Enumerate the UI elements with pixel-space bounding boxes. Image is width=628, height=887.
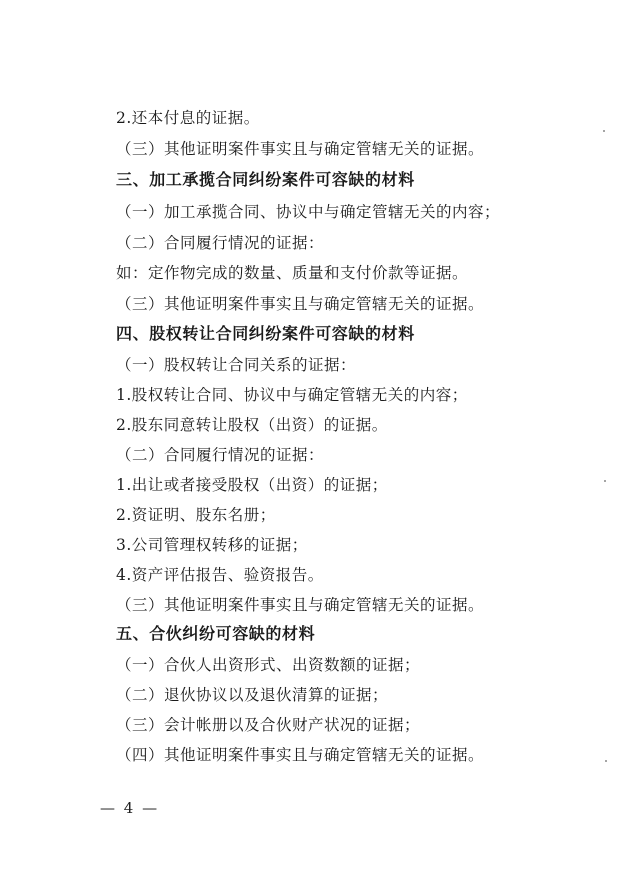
text-line: 2.还本付息的证据。 — [116, 109, 260, 127]
section-heading: 三、加工承揽合同纠纷案件可容缺的材料 — [116, 170, 415, 189]
section-heading: 五、合伙纠纷可容缺的材料 — [116, 624, 316, 643]
text-line: （一）合伙人出资形式、出资数额的证据； — [116, 656, 421, 674]
scan-speck — [605, 760, 607, 762]
text-line: （四）其他证明案件事实且与确定管辖无关的证据。 — [116, 746, 485, 764]
text-line: （二）合同履行情况的证据： — [116, 446, 325, 464]
text-line: 2.资证明、股东名册； — [116, 506, 276, 524]
text-line: （一）加工承揽合同、协议中与确定管辖无关的内容； — [116, 203, 501, 221]
text-line: （三）其他证明案件事实且与确定管辖无关的证据。 — [116, 596, 485, 614]
text-line: （三）其他证明案件事实且与确定管辖无关的证据。 — [116, 140, 485, 158]
scan-speck — [604, 480, 606, 482]
text-line: 3.公司管理权转移的证据； — [116, 536, 308, 554]
scan-speck — [603, 130, 605, 132]
text-line: （三）其他证明案件事实且与确定管辖无关的证据。 — [116, 295, 485, 313]
section-heading: 四、股权转让合同纠纷案件可容缺的材料 — [116, 324, 415, 343]
page-number: — 4 — — [100, 799, 160, 817]
text-line: 1.出让或者接受股权（出资）的证据； — [116, 476, 388, 494]
text-line: 1.股权转让合同、协议中与确定管辖无关的内容； — [116, 386, 468, 404]
text-line: 2.股东同意转让股权（出资）的证据。 — [116, 416, 388, 434]
text-line: 如：定作物完成的数量、质量和支付价款等证据。 — [116, 264, 469, 282]
text-line: （二）合同履行情况的证据： — [116, 234, 325, 252]
text-line: （三）会计帐册以及合伙财产状况的证据； — [116, 716, 421, 734]
text-line: 4.资产评估报告、验资报告。 — [116, 566, 324, 584]
text-line: （一）股权转让合同关系的证据： — [116, 356, 357, 374]
text-line: （二）退伙协议以及退伙清算的证据； — [116, 686, 389, 704]
